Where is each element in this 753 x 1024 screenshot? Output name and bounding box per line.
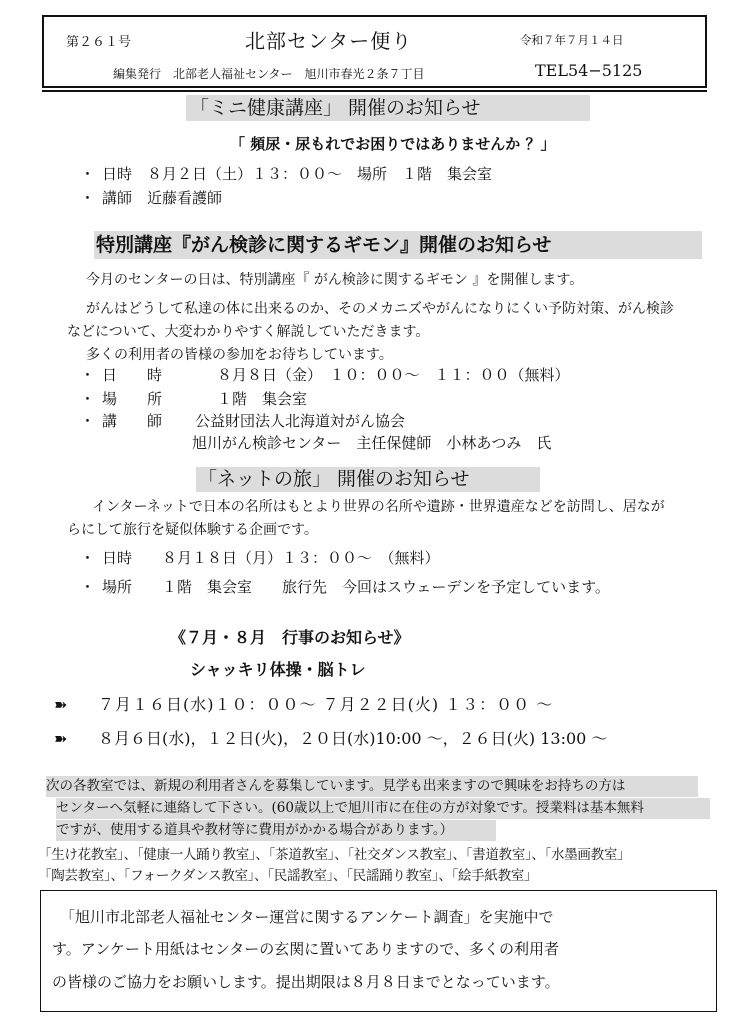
classes-notice-1: 次の各教室では、新規の利用者さんを募集しています。見学も出来ますので興味をお持ちの方は	[46, 776, 698, 797]
mini-health-lecturer	[80, 187, 222, 208]
bullet: ・	[80, 578, 96, 596]
net-trip-place-text: 場所 １階 集会室 旅行先 今回はスウェーデンを予定しています。	[102, 578, 610, 596]
cancer-invite: 多くの利用者の皆様の参加をお待ちしています。	[86, 347, 393, 363]
newsletter-title: 北部センター便り	[245, 29, 413, 53]
bullet: ・	[80, 390, 96, 408]
cancer-desc-1: がんはどうして私達の体に出来るのか、そのメカニズやがんになりにくい予防対策、がん検診	[86, 301, 674, 317]
cancer-date	[80, 364, 570, 385]
net-trip-heading: 「ネットの旅」 開催のお知らせ	[196, 467, 540, 492]
cancer-date-value: ８月８日（金） １０：００～ １１：００（無料）	[217, 366, 570, 384]
header-divider	[42, 90, 707, 92]
classes-list-1: 「生け花教室」、「健康一人踊り教室」、「茶道教室」、「社交ダンス教室」、「書道教室」、「水墨画教室」	[38, 847, 631, 863]
arrow-right-icon: ➽	[54, 695, 68, 714]
issue-date: 令和７年７月１４日	[520, 33, 624, 47]
issue-number: 第２６１号	[66, 35, 132, 50]
bullet: ・	[80, 549, 96, 567]
cancer-date-label: 日 時	[102, 366, 163, 384]
event-line-july-text: ７月１６日(水)１０：００～ ７月２２日(火) １３：００ ～	[98, 695, 554, 714]
cancer-intro: 今月のセンターの日は、特別講座『 がん検診に関するギモン 』を開催します。	[86, 272, 584, 288]
events-subheading: シャッキリ体操・脳トレ	[190, 660, 366, 679]
net-trip-place	[80, 576, 610, 597]
publisher: 編集発行 北部老人福祉センター 旭川市春光２条７丁目	[113, 67, 425, 81]
mini-health-subtitle: 「 頻尿・尿もれでお困りではありませんか ？」	[230, 135, 556, 153]
survey-line-3: の皆様のご協力をお願いします。提出期限は８月８日までとなっています。	[52, 973, 560, 991]
survey-line-2: す。アンケート用紙はセンターの玄関に置いてありますので、多くの利用者	[52, 940, 560, 958]
event-line-july	[54, 692, 553, 715]
bullet: ・	[80, 412, 96, 430]
bullet: ・	[80, 189, 96, 207]
events-heading: 《７月・８月 行事のお知らせ》	[170, 628, 410, 647]
cancer-desc-2: などについて、大変わかりやすく解説していただきます。	[67, 324, 430, 340]
telephone: TEL54−5125	[535, 61, 643, 80]
cancer-place-label: 場 所	[102, 390, 163, 408]
mini-health-date-text: 日時 ８月２日（土）１３：００～ 場所 １階 集会室	[102, 165, 493, 183]
event-line-august	[54, 726, 607, 749]
cancer-lecturer-name: 旭川がん検診センター 主任保健師 小林あつみ 氏	[192, 434, 552, 452]
survey-line-1: 「旭川市北部老人福祉センター運営に関するアンケート調査」を実施中で	[60, 908, 554, 926]
mini-health-lecturer-text: 講師 近藤看護師	[102, 189, 223, 207]
classes-list-2: 「陶芸教室」、「フォークダンス教室」、「民謡教室」、「民謡踊り教室」、「絵手紙教室」	[38, 868, 538, 884]
bullet: ・	[80, 366, 96, 384]
mini-health-heading: 「ミニ健康講座」 開催のお知らせ	[186, 95, 590, 121]
event-line-august-text: ８月６日(水)，１２日(火)，２０日(水)10:00 ～，２６日(火) 13:00 ～	[98, 729, 608, 748]
cancer-lecturer	[80, 410, 405, 431]
cancer-lecturer-label: 講 師	[102, 412, 163, 430]
arrow-right-icon: ➽	[54, 729, 68, 748]
cancer-place	[80, 388, 307, 409]
bullet: ・	[80, 165, 96, 183]
classes-notice-2: センターへ気軽に連絡して下さい。(60歳以上で旭川市に在住の方が対象です。授業料は基本無料	[56, 798, 710, 819]
net-trip-desc-1: インターネットで日本の名所はもとより世界の名所や遺跡・世界遺産などを訪問し、居なが	[92, 499, 665, 515]
cancer-heading: 特別講座『がん検診に関するギモン』開催のお知らせ	[94, 231, 702, 259]
cancer-lecturer-org: 公益財団法人北海道対がん協会	[195, 412, 406, 430]
net-trip-desc-2: らにして旅行を疑似体験する企画です。	[67, 522, 318, 538]
classes-notice-3: ですが、使用する道具や教材等に費用がかかる場合があります。）	[56, 820, 496, 841]
net-trip-date	[80, 547, 440, 568]
net-trip-date-text: 日時 ８月１８日（月）１３：００～ （無料）	[102, 549, 440, 567]
cancer-place-value: １階 集会室	[217, 390, 308, 408]
mini-health-date	[80, 163, 492, 184]
